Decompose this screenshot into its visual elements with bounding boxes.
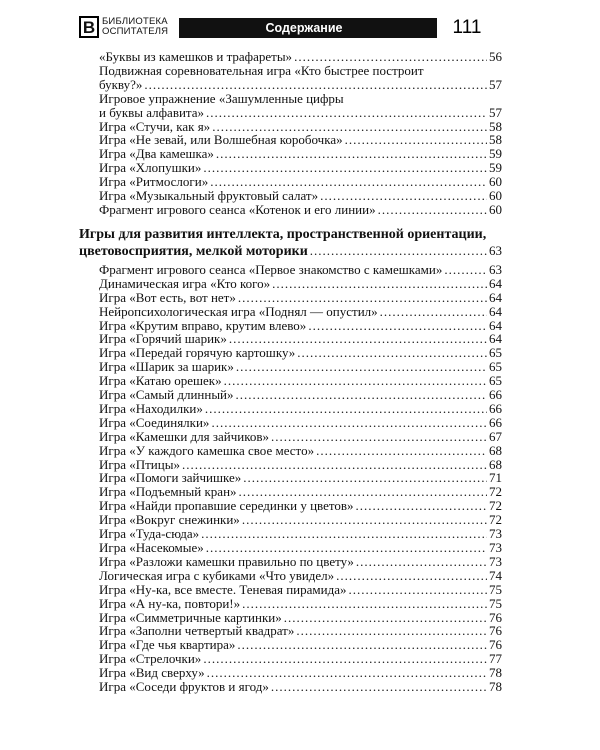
dot-leader xyxy=(207,666,487,680)
dot-leader xyxy=(310,243,487,259)
dot-leader xyxy=(380,305,487,319)
dot-leader xyxy=(284,611,487,625)
toc-entry-title: Игра «Заполни четвертый квадрат» xyxy=(99,623,295,639)
dot-leader xyxy=(201,527,487,541)
toc-entry-line xyxy=(99,78,502,92)
toc-entry[interactable] xyxy=(99,161,502,175)
toc-entry[interactable] xyxy=(99,402,502,416)
toc-list-bottom xyxy=(79,263,502,694)
toc-entry-title: Игра «Подъемный кран» xyxy=(99,484,237,500)
toc-entry[interactable] xyxy=(99,485,502,499)
toc-entry-page-number: 64 xyxy=(489,331,502,347)
dot-leader xyxy=(297,346,487,360)
toc-entry-line xyxy=(99,106,502,120)
dot-leader xyxy=(356,499,487,513)
toc-entry-title: Фрагмент игрового сеанса «Первое знакомство с камешками» xyxy=(99,261,443,277)
toc-entry-page-number: 76 xyxy=(489,637,502,653)
toc-entry[interactable] xyxy=(99,147,502,161)
toc-entry[interactable] xyxy=(99,305,502,319)
dot-leader xyxy=(271,680,487,694)
toc-entry-page-number: 76 xyxy=(489,623,502,639)
toc-entry-line xyxy=(99,291,502,305)
toc-entry-line xyxy=(99,444,502,458)
toc-entry-line xyxy=(99,305,502,319)
toc-entry-title: Игра «Где чья квартира» xyxy=(99,637,236,653)
toc-entry[interactable] xyxy=(99,374,502,388)
toc-entry-page-number: 60 xyxy=(489,188,502,204)
toc-entry-line xyxy=(99,471,502,485)
toc-entry[interactable] xyxy=(99,638,502,652)
series-logo xyxy=(79,15,168,39)
toc-entry[interactable] xyxy=(99,92,502,120)
toc-entry-title: Игра «Вид сверху» xyxy=(99,665,205,681)
toc-entry[interactable] xyxy=(99,541,502,555)
toc-entry-page-number: 57 xyxy=(489,76,502,92)
toc-entry-page-number: 65 xyxy=(489,359,502,375)
toc-entry-line xyxy=(99,263,502,277)
toc-entry-title: Игра «Находилки» xyxy=(99,400,203,416)
toc-entry-title-line-1: Подвижная соревновательная игра «Кто быстрее построит xyxy=(99,62,424,78)
toc-entry-line xyxy=(99,402,502,416)
logo-letter-box: В xyxy=(79,16,99,38)
dot-leader xyxy=(182,458,487,472)
toc-entry-title: Игра «Соседи фруктов и ягод» xyxy=(99,679,269,695)
toc-entry-line xyxy=(99,541,502,555)
dot-leader xyxy=(242,513,487,527)
toc-entry[interactable] xyxy=(99,332,502,346)
toc-entry-line xyxy=(99,555,502,569)
toc-entry[interactable] xyxy=(99,360,502,374)
page-header xyxy=(79,15,502,39)
toc-entry-line xyxy=(99,638,502,652)
dot-leader xyxy=(242,597,487,611)
dot-leader xyxy=(203,161,487,175)
dot-leader xyxy=(271,430,487,444)
toc-entry-title: Логическая игра с кубиками «Что увидел» xyxy=(99,567,335,583)
toc-entry-title: Игра «Камешки для зайчиков» xyxy=(99,428,270,444)
dot-leader xyxy=(237,638,487,652)
toc-entry-page-number: 64 xyxy=(489,289,502,305)
dot-leader xyxy=(203,652,487,666)
logo-line-2: ОСПИТАТЕЛЯ xyxy=(102,26,169,37)
toc-entry-line xyxy=(99,332,502,346)
toc-entry-page-number: 60 xyxy=(489,174,502,190)
toc-entry-page-number: 67 xyxy=(489,428,502,444)
toc-entry-page-number: 78 xyxy=(489,679,502,695)
dot-leader xyxy=(348,583,487,597)
toc-entry-line xyxy=(99,189,502,203)
toc-entry-title: Игра «А ну-ка, повтори!» xyxy=(99,595,241,611)
header-page-number: 111 xyxy=(437,18,497,38)
logo-text xyxy=(102,17,168,37)
toc-entry-line xyxy=(99,458,502,472)
toc-entry-title: Игра «Хлопушки» xyxy=(99,160,202,176)
toc-entry[interactable] xyxy=(99,64,502,92)
toc-entry-title: Игра «Ритмослоги» xyxy=(99,174,209,190)
toc-entry[interactable] xyxy=(99,527,502,541)
toc-entry-title: Игра «Стучи, как я» xyxy=(99,118,211,134)
toc-entry-title: Игра «У каждого камешка свое место» xyxy=(99,442,315,458)
toc-entry-line xyxy=(99,374,502,388)
toc-entry[interactable] xyxy=(99,189,502,203)
toc-entry-line xyxy=(99,569,502,583)
toc-entry[interactable] xyxy=(99,499,502,513)
toc-entry-page-number: 73 xyxy=(489,540,502,555)
toc-entry-page-number: 57 xyxy=(489,104,502,120)
toc-entry[interactable] xyxy=(99,388,502,402)
toc-entry-page-number: 73 xyxy=(489,526,502,542)
toc-entry-page-number: 60 xyxy=(489,201,502,217)
toc-entry-title: Игра «Ну-ка, все вместе. Теневая пирамида» xyxy=(99,581,347,597)
toc-entry-title: Игра «Самый длинный» xyxy=(99,387,234,403)
toc-entry-title: Игра «Вокруг снежинки» xyxy=(99,512,240,528)
toc-entry[interactable] xyxy=(99,346,502,360)
dot-leader xyxy=(238,291,487,305)
toc-entry[interactable] xyxy=(99,555,502,569)
dot-leader xyxy=(336,569,487,583)
toc-entry-page-number: 76 xyxy=(489,609,502,625)
dot-leader xyxy=(356,555,487,569)
toc-entry-line xyxy=(99,513,502,527)
toc-entry-line xyxy=(99,346,502,360)
section-title-text: цветовосприятия, мелкой моторики xyxy=(79,243,308,259)
toc-entry-title: Игра «Птицы» xyxy=(99,456,180,472)
toc-entry-title: Игра «Крутим вправо, крутим влево» xyxy=(99,317,307,333)
toc-entry-line xyxy=(99,583,502,597)
dot-leader xyxy=(205,402,487,416)
dot-leader xyxy=(316,444,487,458)
toc-entry-page-number: 64 xyxy=(489,303,502,319)
toc-entry[interactable] xyxy=(99,652,502,666)
toc-entry-title: Игра «Стрелочки» xyxy=(99,651,202,667)
toc-entry[interactable] xyxy=(99,680,502,694)
toc-entry-page-number: 65 xyxy=(489,373,502,389)
section-page-number: 63 xyxy=(489,242,502,258)
toc-entry-title: Игра «Разложи камешки правильно по цвету» xyxy=(99,553,354,569)
toc-entry-title: Игра «Туда-сюда» xyxy=(99,526,200,542)
toc-entry-page-number: 64 xyxy=(489,317,502,333)
toc-entry-line xyxy=(99,527,502,541)
toc-entry-page-number: 72 xyxy=(489,512,502,528)
toc-entry-page-number: 63 xyxy=(489,261,502,277)
toc-entry-line xyxy=(99,416,502,430)
toc-entry-line xyxy=(99,430,502,444)
toc-section-heading[interactable] xyxy=(79,227,502,260)
dot-leader xyxy=(236,360,487,374)
dot-leader xyxy=(294,50,487,64)
toc-entry-title: Игра «Вот есть, вот нет» xyxy=(99,289,236,305)
toc-entry-page-number: 66 xyxy=(489,414,502,430)
toc-entry-line xyxy=(99,120,502,134)
toc-entry-line xyxy=(99,388,502,402)
toc-entry[interactable] xyxy=(99,263,502,277)
toc-entry[interactable] xyxy=(99,416,502,430)
toc-entry-page-number: 72 xyxy=(489,484,502,500)
toc-entry-line xyxy=(99,360,502,374)
toc-entry-line xyxy=(99,485,502,499)
toc-entry[interactable] xyxy=(99,458,502,472)
toc-entry-line xyxy=(99,147,502,161)
toc-entry-title: Игра «Симметричные картинки» xyxy=(99,609,282,625)
toc-entry-page-number: 78 xyxy=(489,665,502,681)
toc-entry-page-number: 65 xyxy=(489,345,502,361)
toc-entry-line xyxy=(99,277,502,291)
dot-leader xyxy=(320,189,487,203)
toc-entry-page-number: 73 xyxy=(489,553,502,569)
toc-entry[interactable] xyxy=(99,430,502,444)
toc-entry[interactable] xyxy=(99,277,502,291)
toc-entry[interactable] xyxy=(99,120,502,134)
toc-entry[interactable] xyxy=(99,583,502,597)
dot-leader xyxy=(236,388,487,402)
toc-entry-title: Фрагмент игрового сеанса «Котенок и его линии» xyxy=(99,201,376,217)
toc-entry-page-number: 59 xyxy=(489,146,502,162)
toc-entry-title: букву?» xyxy=(99,76,143,92)
toc-entry[interactable] xyxy=(99,569,502,583)
toc-entry-line xyxy=(99,319,502,333)
dot-leader xyxy=(206,106,487,120)
toc-entry-title: Игра «Соединялки» xyxy=(99,414,210,430)
dot-leader xyxy=(211,416,487,430)
toc-entry[interactable] xyxy=(99,611,502,625)
dot-leader xyxy=(224,374,487,388)
toc-entry-page-number: 72 xyxy=(489,498,502,514)
dot-leader xyxy=(243,471,487,485)
toc-entry-page-number: 75 xyxy=(489,595,502,611)
table-of-contents xyxy=(79,50,502,694)
toc-entry-page-number: 77 xyxy=(489,651,502,667)
toc-entry-page-number: 75 xyxy=(489,581,502,597)
toc-entry-title: Игра «Не зевай, или Волшебная коробочка» xyxy=(99,132,343,148)
toc-entry-page-number: 58 xyxy=(489,132,502,148)
toc-entry-page-number: 58 xyxy=(489,118,502,134)
dot-leader xyxy=(212,120,487,134)
toc-entry-title: «Буквы из камешков и трафареты» xyxy=(99,49,293,64)
section-title-line-2 xyxy=(79,243,502,260)
dot-leader xyxy=(216,147,487,161)
toc-entry-line xyxy=(99,597,502,611)
toc-entry[interactable] xyxy=(99,666,502,680)
toc-entry[interactable] xyxy=(99,133,502,147)
dot-leader xyxy=(144,78,487,92)
toc-entry-line xyxy=(99,203,502,217)
toc-entry[interactable] xyxy=(99,624,502,638)
toc-entry[interactable] xyxy=(99,203,502,217)
toc-entry[interactable] xyxy=(99,513,502,527)
toc-entry-page-number: 66 xyxy=(489,387,502,403)
toc-entry-page-number: 74 xyxy=(489,567,502,583)
header-bar xyxy=(179,18,497,38)
toc-entry-line xyxy=(99,611,502,625)
dot-leader xyxy=(345,133,487,147)
toc-entry-page-number: 64 xyxy=(489,275,502,291)
dot-leader xyxy=(296,624,487,638)
dot-leader xyxy=(272,277,487,291)
toc-entry-title: Игра «Найди пропавшие серединки у цветов» xyxy=(99,498,354,514)
logo-line-1: БИБЛИОТЕКА xyxy=(102,16,168,27)
toc-entry[interactable] xyxy=(99,597,502,611)
dot-leader xyxy=(308,319,487,333)
toc-entry-title: Игра «Передай горячую картошку» xyxy=(99,345,296,361)
toc-entry-page-number: 56 xyxy=(489,49,502,64)
toc-entry-line xyxy=(99,133,502,147)
toc-entry-page-number: 71 xyxy=(489,470,502,486)
toc-entry[interactable] xyxy=(99,319,502,333)
dot-leader xyxy=(239,485,487,499)
dot-leader xyxy=(444,263,487,277)
toc-entry[interactable] xyxy=(99,471,502,485)
toc-entry-title: Игра «Насекомые» xyxy=(99,540,204,555)
toc-entry-title: и буквы алфавита» xyxy=(99,104,205,120)
toc-entry[interactable] xyxy=(99,175,502,189)
toc-entry-line xyxy=(99,680,502,694)
toc-entry-line xyxy=(99,175,502,189)
toc-entry-title: Игра «Два камешка» xyxy=(99,146,214,162)
toc-entry-title-line-1: Игровое упражнение «Зашумленные цифры xyxy=(99,90,344,106)
toc-entry-title: Нейропсихологическая игра «Поднял — опустил» xyxy=(99,303,378,319)
dot-leader xyxy=(378,203,487,217)
toc-entry[interactable] xyxy=(99,444,502,458)
toc-entry[interactable] xyxy=(99,291,502,305)
dot-leader xyxy=(229,332,487,346)
toc-entry-page-number: 66 xyxy=(489,400,502,416)
toc-entry-title: Игра «Горячий шарик» xyxy=(99,331,227,347)
toc-entry-line xyxy=(99,50,502,64)
toc-entry-line xyxy=(99,499,502,513)
toc-entry-title: Игра «Катаю орешек» xyxy=(99,373,222,389)
toc-entry[interactable] xyxy=(99,50,502,64)
toc-entry-line xyxy=(99,666,502,680)
toc-list-top xyxy=(79,50,502,217)
toc-entry-page-number: 68 xyxy=(489,456,502,472)
dot-leader xyxy=(206,541,487,555)
toc-entry-page-number: 68 xyxy=(489,442,502,458)
section-title-line-1: Игры для развития интеллекта, пространственной ориентации, xyxy=(79,226,487,242)
toc-entry-title: Игра «Шарик за шарик» xyxy=(99,359,234,375)
toc-entry-line xyxy=(99,161,502,175)
header-title: Содержание xyxy=(265,21,343,35)
toc-entry-title: Динамическая игра «Кто кого» xyxy=(99,275,271,291)
toc-entry-line xyxy=(99,652,502,666)
toc-entry-title: Игра «Музыкальный фруктовый салат» xyxy=(99,188,319,204)
toc-entry-page-number: 59 xyxy=(489,160,502,176)
dot-leader xyxy=(210,175,487,189)
toc-entry-title: Игра «Помоги зайчишке» xyxy=(99,470,242,486)
toc-entry-line xyxy=(99,624,502,638)
